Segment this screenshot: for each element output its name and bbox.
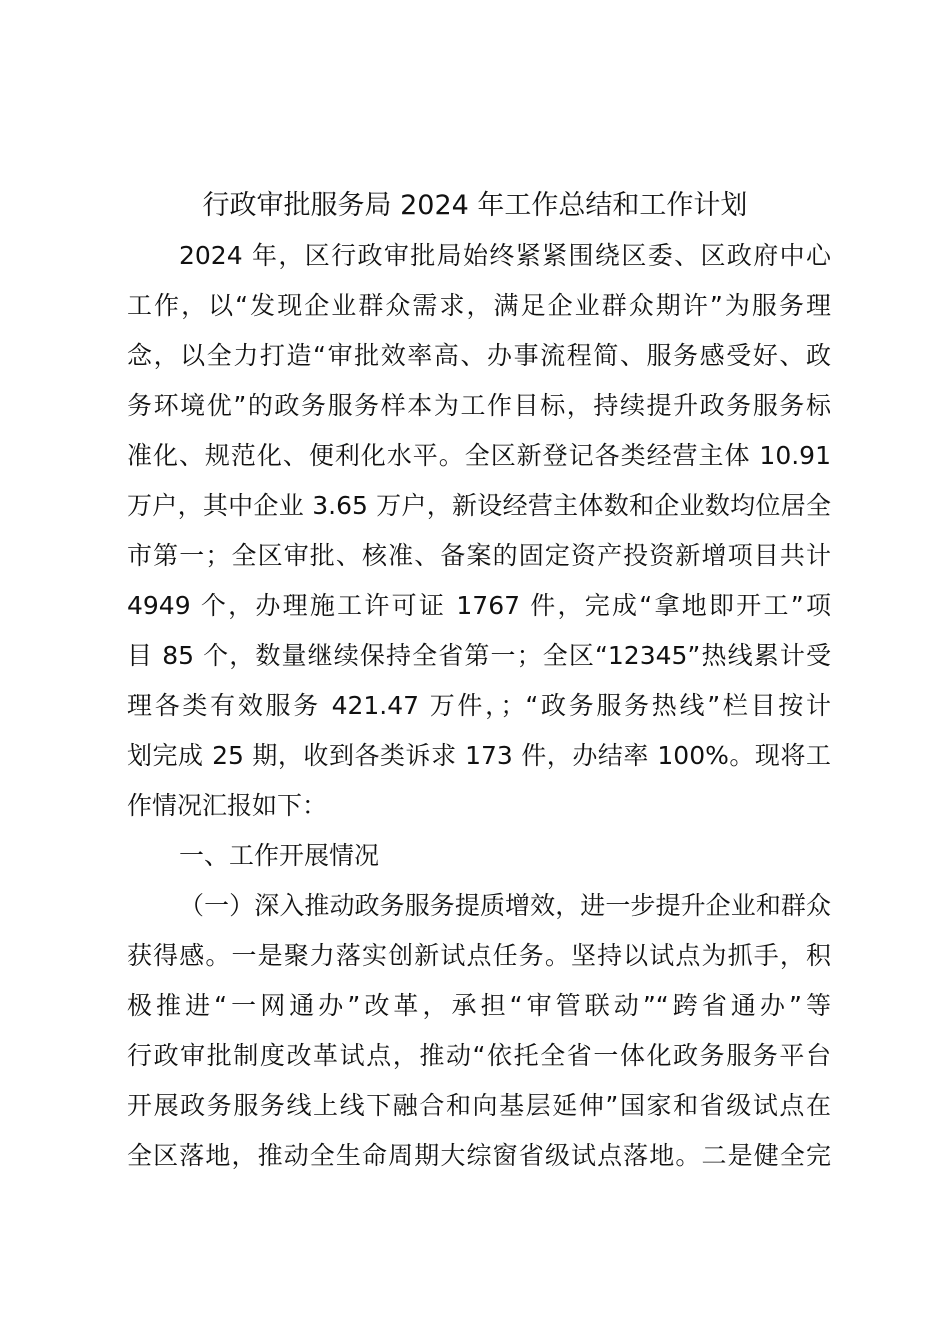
paragraph-line: 作情况汇报如下： xyxy=(127,791,328,820)
paragraph-line: 念，以全力打造“审批效率高、办事流程简、服务感受好、政 xyxy=(127,341,831,370)
paragraph-line: 划完成 25 期，收到各类诉求 173 件，办结率 100%。现将工 xyxy=(127,741,831,770)
paragraph-line: 全区落地，推动全生命周期大综窗省级试点落地。二是健全完 xyxy=(127,1141,831,1170)
paragraph-line: （一）深入推动政务服务提质增效，进一步提升企业和群众 xyxy=(179,891,831,920)
paragraph-line: 目 85 个，数量继续保持全省第一；全区“12345”热线累计受 xyxy=(127,641,831,670)
paragraph-line: 极推进“一网通办”改革，承担“审管联动”“跨省通办”等 xyxy=(127,991,831,1020)
paragraph-line: 获得感。一是聚力落实创新试点任务。坚持以试点为抓手，积 xyxy=(127,941,831,970)
paragraph-line: 务环境优”的政务服务样本为工作目标，持续提升政务服务标 xyxy=(127,391,831,420)
paragraph-line: 万户，其中企业 3.65 万户，新设经营主体数和企业数均位居全 xyxy=(127,491,831,520)
paragraph-line: 4949 个，办理施工许可证 1767 件，完成“拿地即开工”项 xyxy=(127,591,831,620)
paragraph-line: 2024 年，区行政审批局始终紧紧围绕区委、区政府中心 xyxy=(179,241,831,270)
paragraph-line: 理各类有效服务 421.47 万件，；“政务服务热线”栏目按计 xyxy=(127,691,831,720)
paragraph-line: 市第一；全区审批、核准、备案的固定资产投资新增项目共计 xyxy=(127,541,831,570)
document-title: 行政审批服务局 2024 年工作总结和工作计划 xyxy=(202,190,748,221)
paragraph-line: 工作，以“发现企业群众需求，满足企业群众期许”为服务理 xyxy=(127,291,831,320)
paragraph-line: 行政审批制度改革试点，推动“依托全省一体化政务服务平台 xyxy=(127,1041,831,1070)
paragraph-line: 准化、规范化、便利化水平。全区新登记各类经营主体 10.91 xyxy=(127,441,831,470)
section-heading: 一、工作开展情况 xyxy=(179,841,380,870)
paragraph-line: 开展政务服务线上线下融合和向基层延伸”国家和省级试点在 xyxy=(127,1091,831,1120)
